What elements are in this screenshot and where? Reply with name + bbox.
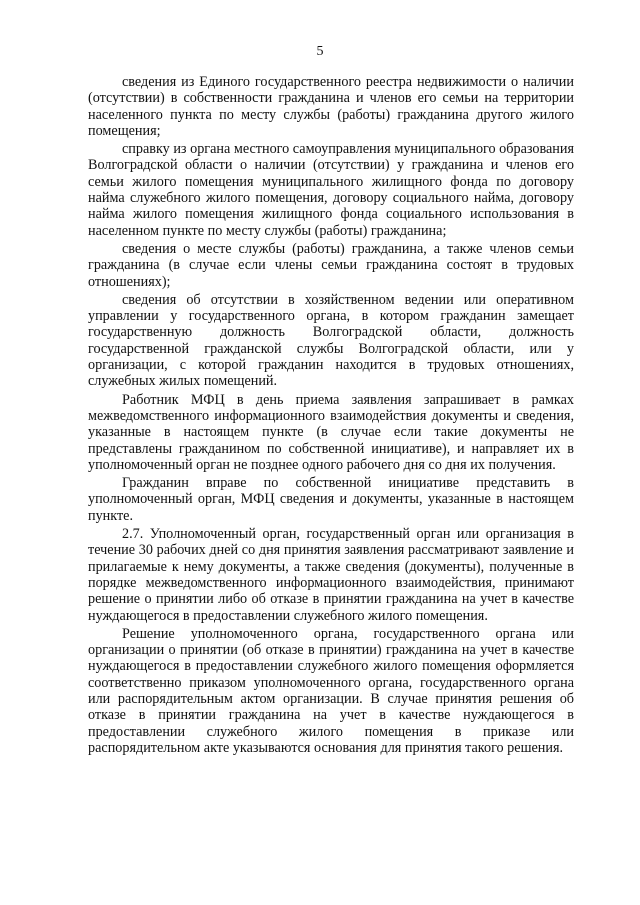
page-number: 5 xyxy=(316,44,324,59)
paragraph-citizen-initiative: Гражданин вправе по собственной инициативе представить в уполномоченный орган, МФЦ сведения и документы, указанные в настоящем пункте. xyxy=(88,475,574,524)
paragraph-egrn-info: сведения из Единого государственного реестра недвижимости о наличии (отсутствии) в собственности гражданина и членов его семьи на территории населенного пункта по месту службы (работы) гражданина другого жилого помещения; xyxy=(88,74,574,139)
paragraph-decision: Решение уполномоченного органа, государственного органа или организации о принятии (об отказе в принятии) гражданина на учет в качестве нуждающегося в предоставлении служебного жилого помещения оформляется соответственно приказом уполномоченного органа, государственного органа или распорядительным актом организации. В случае принятия решения об отказе в принятии гражданина на учет в качестве нуждающегося в предоставлении служебного жилого помещения в приказе или распорядительном акте указываются основания для принятия такого решения. xyxy=(88,625,574,756)
paragraph-mfc-request: Работник МФЦ в день приема заявления запрашивает в рамках межведомственного информационного взаимодействия документы и сведения, указанные в настоящем пункте (в случае если такие документы не представлены гражданином по собственной инициативе), и направляет их в уполномоченный орган не позднее одного рабочего дня со дня их получения. xyxy=(88,391,574,473)
paragraph-workplace-info: сведения о месте службы (работы) гражданина, а также членов семьи гражданина (в случае если члены семьи гражданина состоят в трудовых отношениях); xyxy=(88,240,574,290)
document-body xyxy=(88,74,574,758)
paragraph-municipal-certificate: справку из органа местного самоуправления муниципального образования Волгоградской области о наличии (отсутствии) у гражданина и членов его семьи жилого помещения муниципального жилищного фонда по договору найма служебного жилого помещения, договору социального найма, договору найма жилого помещения жилищного фонда социального использования в населенном пункте по месту службы (работы) гражданина; xyxy=(88,141,574,239)
paragraph-no-service-housing: сведения об отсутствии в хозяйственном ведении или оперативном управлении у государственного органа, в котором гражданин замещает государственную должность Волгоградской области, должность государственной гражданской службы Волгоградской области, или у организации, с которой гражданин находится в трудовых отношениях, служебных жилых помещений. xyxy=(88,291,574,390)
paragraph-section-2-7: 2.7. Уполномоченный орган, государственный орган или организация в течение 30 рабочих дней со дня принятия заявления рассматривают заявление и прилагаемые к нему документы, а также сведения (документы), полученные в порядке межведомственного информационного взаимодействия, принимают решение о принятии либо об отказе в принятии гражданина на учет в качестве нуждающегося в предоставлении служебного жилого помещения. xyxy=(88,526,574,624)
